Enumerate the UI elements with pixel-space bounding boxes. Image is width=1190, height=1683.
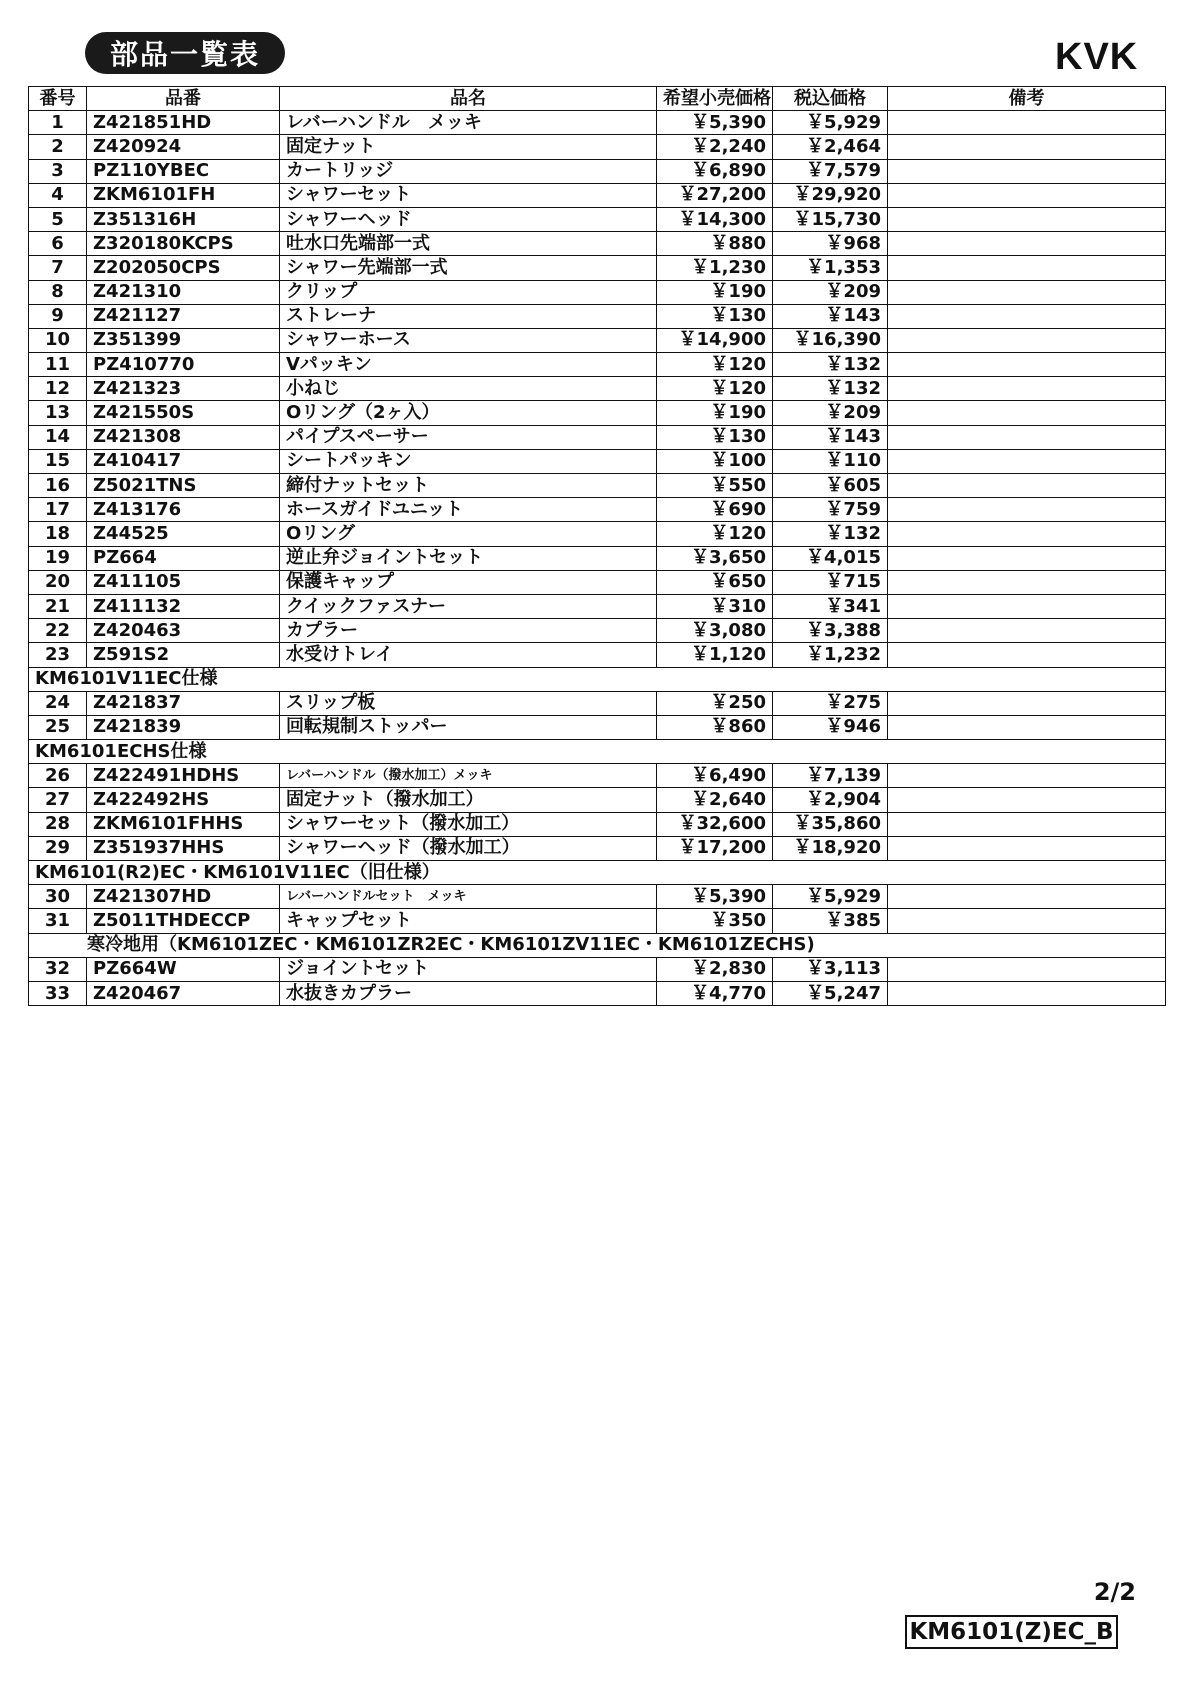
cell-notes [888,570,1166,594]
cell-part-name: カプラー [280,619,657,643]
cell-tax-price: ￥209 [773,401,888,425]
cell-notes [888,643,1166,667]
header-retail-price: 希望小売価格 [657,87,773,111]
cell-part-name: シャワーヘッド（撥水加工） [280,836,657,860]
cell-tax-price: ￥2,464 [773,135,888,159]
table-row [29,183,1166,207]
table-row [29,111,1166,135]
cell-notes [888,691,1166,715]
cell-retail-price: ￥1,230 [657,256,773,280]
cell-part-name: Oリング（2ヶ入） [280,401,657,425]
cell-retail-price: ￥3,080 [657,619,773,643]
cell-notes [888,401,1166,425]
cell-retail-price: ￥130 [657,304,773,328]
table-row [29,570,1166,594]
cell-part-number: Z420467 [87,981,280,1005]
cell-tax-price: ￥7,139 [773,764,888,788]
cell-tax-price: ￥605 [773,474,888,498]
section-heading: KM6101ECHS仕様 [29,740,1166,764]
cell-retail-price: ￥130 [657,425,773,449]
cell-retail-price: ￥690 [657,498,773,522]
section-row [29,861,1166,885]
cell-notes [888,449,1166,473]
table-row [29,474,1166,498]
parts-table [28,86,1166,1006]
table-row [29,401,1166,425]
cell-part-number: Z5021TNS [87,474,280,498]
cell-notes [888,619,1166,643]
cell-no: 21 [29,594,87,618]
cell-part-name: Oリング [280,522,657,546]
cell-part-number: Z44525 [87,522,280,546]
cell-notes [888,256,1166,280]
cell-notes [888,207,1166,231]
cell-part-number: Z421550S [87,401,280,425]
cell-retail-price: ￥2,830 [657,957,773,981]
cell-part-number: Z351399 [87,328,280,352]
cell-no: 18 [29,522,87,546]
cell-part-name: スリップ板 [280,691,657,715]
cell-no: 4 [29,183,87,207]
cell-tax-price: ￥15,730 [773,207,888,231]
cell-retail-price: ￥190 [657,401,773,425]
cell-retail-price: ￥350 [657,909,773,933]
cell-notes [888,425,1166,449]
cell-retail-price: ￥17,200 [657,836,773,860]
header-part-number: 品番 [87,87,280,111]
cell-tax-price: ￥209 [773,280,888,304]
cell-part-name: 回転規制ストッパー [280,715,657,739]
cell-retail-price: ￥1,120 [657,643,773,667]
table-row [29,280,1166,304]
cell-tax-price: ￥385 [773,909,888,933]
cell-retail-price: ￥4,770 [657,981,773,1005]
cell-no: 19 [29,546,87,570]
section-heading: 寒冷地用（KM6101ZEC・KM6101ZR2EC・KM6101ZV11EC・KM6101ZECHS) [29,933,1166,957]
cell-part-name: 吐水口先端部一式 [280,232,657,256]
cell-no: 27 [29,788,87,812]
cell-no: 8 [29,280,87,304]
cell-tax-price: ￥759 [773,498,888,522]
table-row [29,328,1166,352]
cell-retail-price: ￥2,240 [657,135,773,159]
cell-part-number: Z410417 [87,449,280,473]
cell-no: 22 [29,619,87,643]
cell-tax-price: ￥35,860 [773,812,888,836]
table-row [29,909,1166,933]
cell-tax-price: ￥132 [773,377,888,401]
cell-notes [888,111,1166,135]
cell-no: 30 [29,885,87,909]
cell-tax-price: ￥143 [773,304,888,328]
cell-notes [888,812,1166,836]
cell-notes [888,764,1166,788]
cell-part-number: Z421310 [87,280,280,304]
cell-tax-price: ￥5,929 [773,111,888,135]
cell-part-number: Z422492HS [87,788,280,812]
cell-part-name: ジョイントセット [280,957,657,981]
header-notes: 備考 [888,87,1166,111]
section-row [29,933,1166,957]
cell-part-number: ZKM6101FH [87,183,280,207]
cell-retail-price: ￥190 [657,280,773,304]
table-row [29,836,1166,860]
cell-retail-price: ￥14,900 [657,328,773,352]
cell-tax-price: ￥3,113 [773,957,888,981]
cell-tax-price: ￥275 [773,691,888,715]
cell-part-number: Z202050CPS [87,256,280,280]
cell-tax-price: ￥968 [773,232,888,256]
cell-part-name: シャワーセット [280,183,657,207]
cell-no: 29 [29,836,87,860]
cell-part-name: レバーハンドルセット メッキ [280,885,657,909]
cell-part-name: シートパッキン [280,449,657,473]
cell-notes [888,885,1166,909]
cell-no: 3 [29,159,87,183]
cell-no: 15 [29,449,87,473]
cell-no: 11 [29,353,87,377]
table-row [29,546,1166,570]
table-header-row [29,87,1166,111]
table-row [29,715,1166,739]
cell-retail-price: ￥5,390 [657,885,773,909]
cell-tax-price: ￥946 [773,715,888,739]
cell-retail-price: ￥3,650 [657,546,773,570]
cell-part-name: シャワーセット（撥水加工） [280,812,657,836]
cell-no: 7 [29,256,87,280]
cell-tax-price: ￥1,232 [773,643,888,667]
cell-no: 32 [29,957,87,981]
cell-part-name: 固定ナット（撥水加工） [280,788,657,812]
cell-no: 9 [29,304,87,328]
header-tax-price: 税込価格 [773,87,888,111]
cell-retail-price: ￥32,600 [657,812,773,836]
cell-part-number: Z422491HDHS [87,764,280,788]
cell-retail-price: ￥880 [657,232,773,256]
cell-retail-price: ￥5,390 [657,111,773,135]
cell-no: 1 [29,111,87,135]
cell-part-number: Z420924 [87,135,280,159]
cell-notes [888,474,1166,498]
cell-notes [888,353,1166,377]
cell-tax-price: ￥4,015 [773,546,888,570]
cell-notes [888,594,1166,618]
table-row [29,619,1166,643]
cell-retail-price: ￥27,200 [657,183,773,207]
cell-tax-price: ￥5,929 [773,885,888,909]
cell-part-number: Z591S2 [87,643,280,667]
table-row [29,135,1166,159]
cell-tax-price: ￥110 [773,449,888,473]
cell-retail-price: ￥2,640 [657,788,773,812]
header-no: 番号 [29,87,87,111]
cell-retail-price: ￥14,300 [657,207,773,231]
cell-notes [888,280,1166,304]
table-row [29,885,1166,909]
cell-part-number: Z421837 [87,691,280,715]
cell-tax-price: ￥1,353 [773,256,888,280]
cell-part-name: シャワーホース [280,328,657,352]
cell-no: 12 [29,377,87,401]
cell-part-number: Z411132 [87,594,280,618]
cell-tax-price: ￥29,920 [773,183,888,207]
cell-part-number: Z421851HD [87,111,280,135]
cell-no: 20 [29,570,87,594]
cell-tax-price: ￥341 [773,594,888,618]
cell-part-number: PZ664 [87,546,280,570]
cell-notes [888,957,1166,981]
table-row [29,522,1166,546]
cell-retail-price: ￥310 [657,594,773,618]
cell-part-number: Z420463 [87,619,280,643]
cell-notes [888,232,1166,256]
cell-part-number: Z421839 [87,715,280,739]
cell-tax-price: ￥715 [773,570,888,594]
cell-part-name: クリップ [280,280,657,304]
cell-tax-price: ￥132 [773,522,888,546]
table-body [29,111,1166,1006]
cell-notes [888,909,1166,933]
cell-no: 6 [29,232,87,256]
table-row [29,449,1166,473]
cell-tax-price: ￥3,388 [773,619,888,643]
cell-part-name: ストレーナ [280,304,657,328]
cell-tax-price: ￥5,247 [773,981,888,1005]
cell-part-number: Z421127 [87,304,280,328]
cell-tax-price: ￥18,920 [773,836,888,860]
section-row [29,740,1166,764]
cell-retail-price: ￥250 [657,691,773,715]
section-heading: KM6101V11EC仕様 [29,667,1166,691]
cell-retail-price: ￥120 [657,522,773,546]
table-row [29,425,1166,449]
cell-no: 25 [29,715,87,739]
brand-logo: KVK [1055,36,1139,78]
cell-notes [888,328,1166,352]
cell-no: 28 [29,812,87,836]
cell-notes [888,522,1166,546]
table-row [29,232,1166,256]
table-row [29,812,1166,836]
cell-no: 33 [29,981,87,1005]
cell-part-number: Z5011THDECCP [87,909,280,933]
page-number: 2/2 [1093,1578,1136,1606]
cell-part-number: Z351316H [87,207,280,231]
cell-notes [888,546,1166,570]
table-row [29,981,1166,1005]
cell-retail-price: ￥100 [657,449,773,473]
table-row [29,207,1166,231]
table-row [29,304,1166,328]
cell-part-name: レバーハンドル（撥水加工）メッキ [280,764,657,788]
cell-notes [888,183,1166,207]
cell-part-name: 水抜きカプラー [280,981,657,1005]
table-row [29,957,1166,981]
cell-no: 26 [29,764,87,788]
cell-notes [888,304,1166,328]
cell-part-name: シャワーヘッド [280,207,657,231]
cell-retail-price: ￥550 [657,474,773,498]
table-row [29,256,1166,280]
cell-part-name: ホースガイドユニット [280,498,657,522]
cell-part-number: Z421308 [87,425,280,449]
cell-part-name: Vパッキン [280,353,657,377]
page-title: 部品一覧表 [85,32,285,74]
cell-tax-price: ￥7,579 [773,159,888,183]
cell-notes [888,498,1166,522]
cell-part-number: Z411105 [87,570,280,594]
table-row [29,764,1166,788]
cell-retail-price: ￥120 [657,353,773,377]
cell-part-number: PZ110YBEC [87,159,280,183]
cell-part-name: 小ねじ [280,377,657,401]
cell-notes [888,159,1166,183]
cell-part-name: レバーハンドル メッキ [280,111,657,135]
cell-no: 23 [29,643,87,667]
table-row [29,377,1166,401]
cell-part-number: Z421307HD [87,885,280,909]
cell-tax-price: ￥132 [773,353,888,377]
table-row [29,788,1166,812]
cell-part-number: Z413176 [87,498,280,522]
table-row [29,691,1166,715]
cell-tax-price: ￥143 [773,425,888,449]
cell-no: 13 [29,401,87,425]
cell-tax-price: ￥2,904 [773,788,888,812]
cell-notes [888,981,1166,1005]
table-row [29,498,1166,522]
cell-no: 24 [29,691,87,715]
table-row [29,643,1166,667]
cell-no: 14 [29,425,87,449]
cell-retail-price: ￥6,890 [657,159,773,183]
header-part-name: 品名 [280,87,657,111]
table-row [29,594,1166,618]
table-row [29,159,1166,183]
cell-notes [888,377,1166,401]
cell-part-name: カートリッジ [280,159,657,183]
cell-part-number: Z351937HHS [87,836,280,860]
cell-part-name: 逆止弁ジョイントセット [280,546,657,570]
cell-retail-price: ￥120 [657,377,773,401]
cell-tax-price: ￥16,390 [773,328,888,352]
cell-part-number: Z320180KCPS [87,232,280,256]
cell-no: 10 [29,328,87,352]
cell-no: 17 [29,498,87,522]
section-heading: KM6101(R2)EC・KM6101V11EC（旧仕様） [29,861,1166,885]
cell-retail-price: ￥6,490 [657,764,773,788]
cell-part-name: 固定ナット [280,135,657,159]
cell-no: 16 [29,474,87,498]
cell-retail-price: ￥860 [657,715,773,739]
cell-part-name: 水受けトレイ [280,643,657,667]
cell-part-name: 保護キャップ [280,570,657,594]
cell-part-name: キャップセット [280,909,657,933]
cell-no: 31 [29,909,87,933]
cell-notes [888,788,1166,812]
section-row [29,667,1166,691]
cell-notes [888,135,1166,159]
cell-part-number: ZKM6101FHHS [87,812,280,836]
cell-part-name: 締付ナットセット [280,474,657,498]
cell-no: 5 [29,207,87,231]
cell-part-name: パイプスペーサー [280,425,657,449]
cell-part-name: シャワー先端部一式 [280,256,657,280]
cell-part-name: クイックファスナー [280,594,657,618]
table-row [29,353,1166,377]
cell-retail-price: ￥650 [657,570,773,594]
cell-no: 2 [29,135,87,159]
cell-part-number: Z421323 [87,377,280,401]
cell-part-number: PZ664W [87,957,280,981]
cell-notes [888,836,1166,860]
cell-notes [888,715,1166,739]
document-code: KM6101(Z)EC_B [905,1615,1118,1649]
cell-part-number: PZ410770 [87,353,280,377]
